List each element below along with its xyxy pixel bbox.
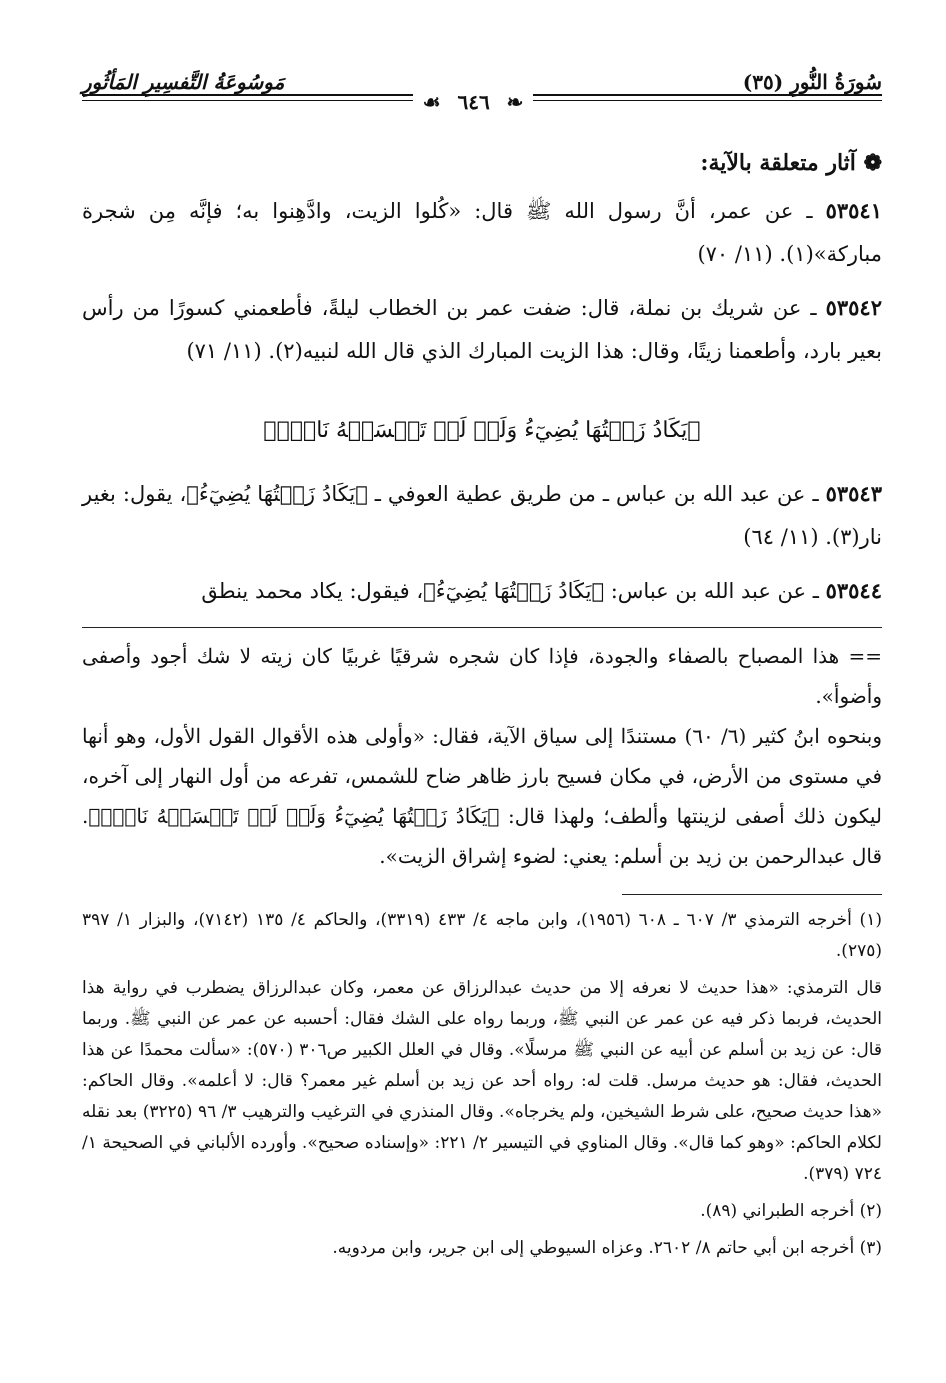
athar-entry: [82, 189, 882, 276]
section-title: آثار متعلقة بالآية:: [700, 150, 856, 176]
footnote: (١) أخرجه الترمذي ٣/ ٦٠٧ ـ ٦٠٨ (١٩٥٦)، وابن ماجه ٤/ ٤٣٣ (٣٣١٩)، والحاكم ٤/ ١٣٥ (٧١٤٢)، والبزار ١/ ٣٩٧ (٢٧٥).: [82, 910, 882, 961]
entry-number: ٥٣٥٤٤: [825, 578, 882, 603]
main-text: [82, 142, 882, 1270]
footnote-rule: [622, 894, 882, 895]
page-number: ❧ ٦٤٦ ☙: [0, 90, 946, 114]
entry-number: ٥٣٥٤٢: [825, 295, 882, 320]
entry-number: ٥٣٥٤١: [825, 198, 882, 223]
footnote: قال الترمذي: «هذا حديث لا نعرفه إلا من حديث عبدالرزاق عن معمر، وكان عبدالرزاق يضطرب في رواية هذا الحديث، فربما ذكر فيه عن عمر عن النبي ﷺ، وربما رواه على الشك فقال: أحسبه عن عمر عن النبي ﷺ. وربما قال: عن زيد بن أسلم عن أبيه عن النبي ﷺ مرسلًا». وقال في العلل الكبير ص٣٠٦ (٥٧٠): «سألت محمدًا عن هذا الحديث، فقال: هو حديث مرسل. قلت له: رواه أحد عن زيد بن أسلم غير معمر؟ قال: لا أعلمه». وقال الحاكم: «هذا حديث صحيح، على شرط الشيخين، ولم يخرجاه». وقال المنذري في الترغيب والترهيب ٣/ ٩٦ (٣٢٢٥) بعد نقله لكلام الحاكم: «وهو كما قال». وقال المناوي في التيسير ٢/ ٢٢١: «وإسناده صحيح». وأورده الألباني في الصحيحة ١/ ٧٢٤ (٣٧٩).: [82, 978, 882, 1184]
entry-text: ـ عن عمر، أنَّ رسول الله ﷺ قال: «كُلوا الزيت، وادَّهِنوا به؛ فإنَّه مِن شجرة مباركة»(١). (١١/ ٧٠): [82, 199, 882, 266]
footnote: (٣) أخرجه ابن أبي حاتم ٨/ ٢٦٠٢. وعزاه السيوطي إلى ابن جرير، وابن مردويه.: [332, 1238, 882, 1258]
athar-entry: [82, 472, 882, 559]
quran-verse: ﴿يَكَادُ زَيۡتُهَا يُضِيٓءُ وَلَوۡ لَمۡ تَمۡسَسۡهُ نَارٞۚ﴾: [263, 418, 701, 443]
footnote: (٢) أخرجه الطبراني (٨٩).: [700, 1201, 882, 1221]
entry-text: ـ عن عبد الله بن عباس ـ من طريق عطية العوفي ـ ﴿يَكَادُ زَيۡتُهَا يُضِيٓءُ﴾، يقول: بغير نار(٣). (١١/ ٦٤): [82, 482, 882, 549]
continuation-paragraph: == هذا المصباح بالصفاء والجودة، فإذا كان شجره شرقيًا غربيًا كان زيته لا شك أجود وأصفى وأضوأ».: [82, 644, 882, 708]
section-heading: [82, 142, 882, 185]
footnotes: [82, 905, 882, 1264]
entry-number: ٥٣٥٤٣: [825, 481, 882, 506]
entry-text: ـ عن عبد الله بن عباس: ﴿يَكَادُ زَيۡتُهَا يُضِيٓءُ﴾، فيقول: يكاد محمد ينطق: [201, 579, 819, 603]
book-title: مَوسُوعَةُ التَّفسِيرِ المَأثُورِ: [82, 70, 285, 94]
page-number-value: ٦٤٦: [447, 90, 499, 114]
entry-text: ـ عن شريك بن نملة، قال: ضفت عمر بن الخطاب ليلةً، فأطعمني كسورًا من رأس بعير بارد، وأطعمنا زيتًا، وقال: هذا الزيت المبارك الذي قال الله لنبيه(٢). (١١/ ٧١): [82, 296, 882, 363]
athar-entry: [82, 569, 882, 613]
continuation-paragraph: وبنحوه ابنُ كثير (٦/ ٦٠) مستندًا إلى سياق الآية، فقال: «وأولى هذه الأقوال القول الأول، وهو أنها في مستوى من الأرض، في مكان فسيح بارز ظاهر ضاح للشمس، تفرعه من أول النهار إلى آخره، ليكون ذلك أصفى لزينتها وألطف؛ ولهذا قال: ﴿يَكَادُ زَيۡتُهَا يُضِيٓءُ وَلَوۡ لَمۡ تَمۡسَسۡهُ نَارٞۚ﴾. قال عبدالرحمن بن زيد بن أسلم: يعني: لضوء إشراق الزيت».: [82, 724, 882, 868]
running-header: [82, 58, 882, 94]
continuation-separator: [82, 627, 882, 628]
surah-title: سُورَةُ النُّورِ (٣٥): [742, 70, 882, 94]
athar-entry: [82, 286, 882, 373]
flower-icon: ❁: [863, 150, 882, 176]
